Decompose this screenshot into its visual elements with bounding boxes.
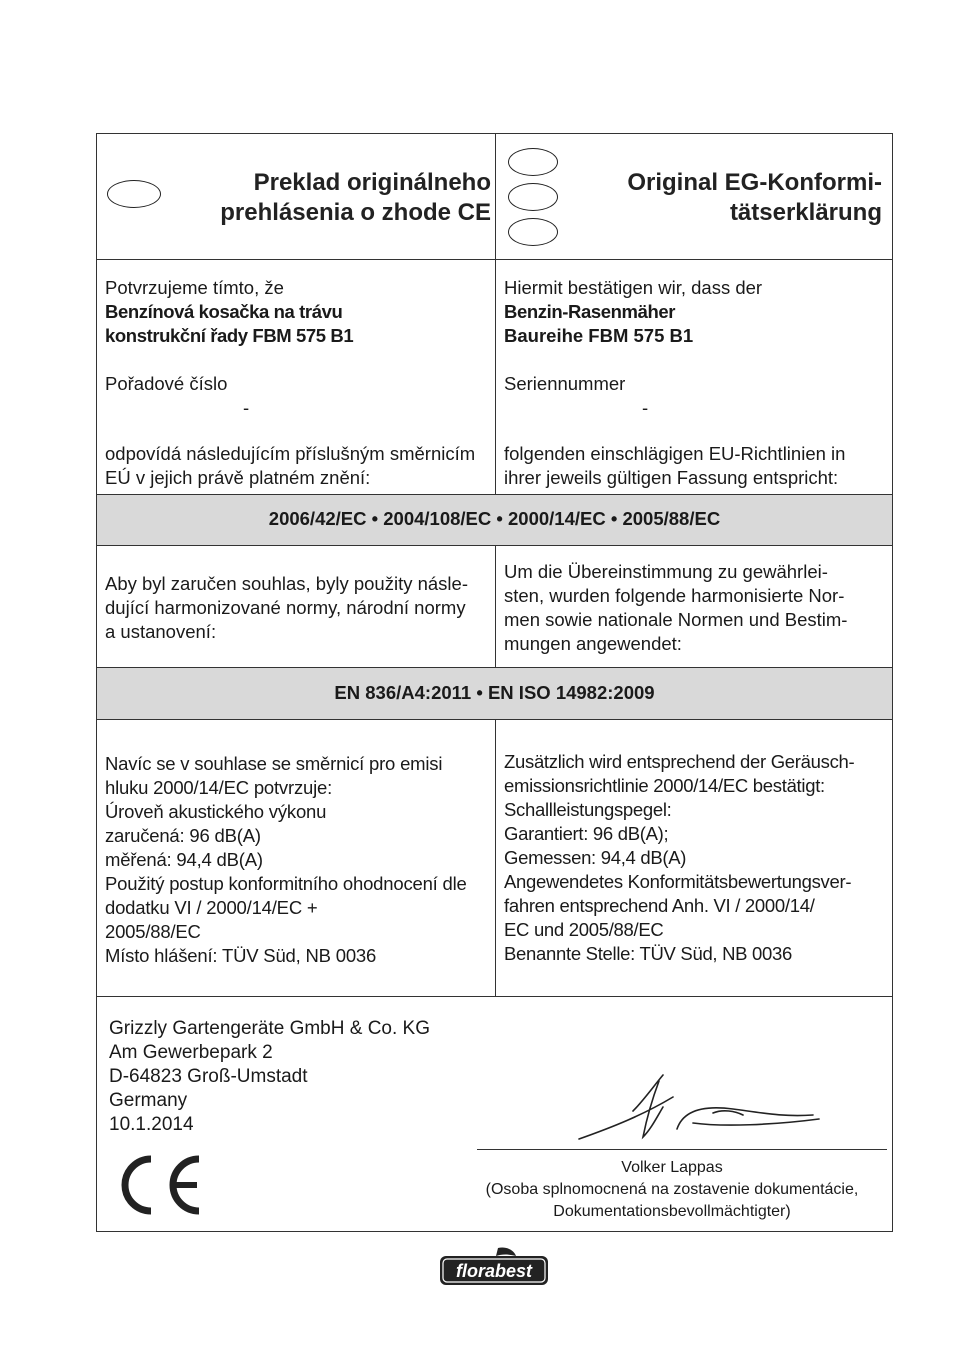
header-title-de-line2: tätserklärung [729, 199, 882, 226]
noise-right-cell [496, 720, 892, 996]
noise-text-de: Zusätzlich wird entsprechend der Geräusch- emissionsrichtlinie 2000/14/EC bestätigt: Schallleistungspegel: Garantiert: 96 dB(A); Gemessen: 94,4 dB(A) Angewendetes Konformitätsbewertungsver- fahren entsprechend Anh. VI / 2000/14/ EC und 2005/88/EC Benannte Stelle: TÜV Süd, NB 0036 [504, 751, 855, 964]
signer-role-sk: (Osoba splnomocnená na zostavenie dokumentácie, [485, 1181, 859, 1198]
language-flag-oval [107, 180, 161, 208]
harmonised-right-cell [496, 546, 892, 667]
language-flag-oval [508, 183, 558, 211]
serial-value-de: - [642, 397, 649, 418]
serial-label-sk: Pořadové číslo [105, 373, 228, 394]
header-left-cell [97, 134, 496, 259]
signer-name: Volker Lappas [621, 1159, 723, 1176]
footer-area [97, 997, 892, 1231]
language-flag-oval [508, 148, 558, 176]
harmonised-left-cell [97, 546, 496, 667]
signer-block [457, 1157, 887, 1223]
product-series-sk: konstrukční řady FBM 575 B1 [105, 325, 354, 346]
product-row [97, 260, 892, 495]
florabest-logo [438, 1246, 552, 1288]
standards-band [97, 668, 892, 720]
harmonised-text-de: Um die Übereinstimmung zu gewährlei- sten, wurden folgende harmonisierte Nor- men sowie nationale Normen und Bestim- mungen angewendet: [504, 561, 848, 654]
directives-intro-de: folgenden einschlägigen EU-Richtlinien in ihrer jeweils gültigen Fassung entspricht: [504, 443, 846, 488]
noise-row [97, 720, 892, 997]
confirm-text-sk: Potvrzujeme tímto, že [105, 277, 284, 298]
noise-left-cell [97, 720, 496, 996]
directives-band [97, 495, 892, 546]
signature-line [477, 1149, 887, 1150]
header-title-sk-line1: Preklad originálneho [253, 169, 491, 196]
serial-value-sk: - [243, 397, 250, 418]
header-title-de-line1: Original EG-Konformi- [627, 169, 882, 196]
declaration-table [96, 133, 893, 1232]
header-row [97, 134, 892, 260]
harmonised-text-sk: Aby byl zaručen souhlas, byly použity násle- dující harmonizované normy, národní normy a ustanovení: [105, 573, 468, 642]
product-series-de: Baureihe FBM 575 B1 [504, 325, 694, 346]
product-left-cell [97, 260, 496, 494]
header-right-cell [496, 134, 892, 259]
product-name-sk: Benzínová kosačka na trávu [105, 301, 343, 322]
header-title-sk [161, 168, 491, 228]
harmonised-row [97, 546, 892, 668]
header-title-sk-line2: prehlásenia o zhode CE [220, 199, 491, 226]
manufacturer-address: Grizzly Gartengeräte GmbH & Co. KG Am Gewerbepark 2 D-64823 Groß-Umstadt Germany 10.1.2014 [109, 1018, 430, 1135]
language-flag-oval [508, 218, 558, 246]
directives-intro-sk: odpovídá následujícím příslušným směrnicím EÚ v jejich právě platném znění: [105, 443, 476, 488]
directives-list: 2006/42/EC • 2004/108/EC • 2000/14/EC • 2005/88/EC [268, 508, 721, 529]
standards-list: EN 836/A4:2011 • EN ISO 14982:2009 [334, 682, 655, 703]
signature-icon [573, 1067, 833, 1147]
product-right-cell [496, 260, 892, 494]
svg-text:florabest: florabest [455, 1261, 533, 1281]
header-title-de [562, 168, 882, 228]
serial-label-de: Seriennummer [504, 373, 626, 394]
signer-role-de: Dokumentationsbevollmächtigter) [553, 1203, 791, 1220]
confirm-text-de: Hiermit bestätigen wir, dass der [504, 277, 763, 298]
noise-text-sk: Navíc se v souhlase se směrnicí pro emisi hluku 2000/14/EC potvrzuje: Úroveň akustického výkonu zaručená: 96 dB(A) měřená: 94,4 dB(A) Použitý postup konformitního ohodnocení dle dodatku VI / 2000/14/EC + 2005/88/EC Místo hlášení: TÜV Süd, NB 0036 [105, 753, 467, 966]
product-name-de: Benzin-Rasenmäher [504, 301, 676, 322]
ce-mark-icon [113, 1153, 203, 1217]
